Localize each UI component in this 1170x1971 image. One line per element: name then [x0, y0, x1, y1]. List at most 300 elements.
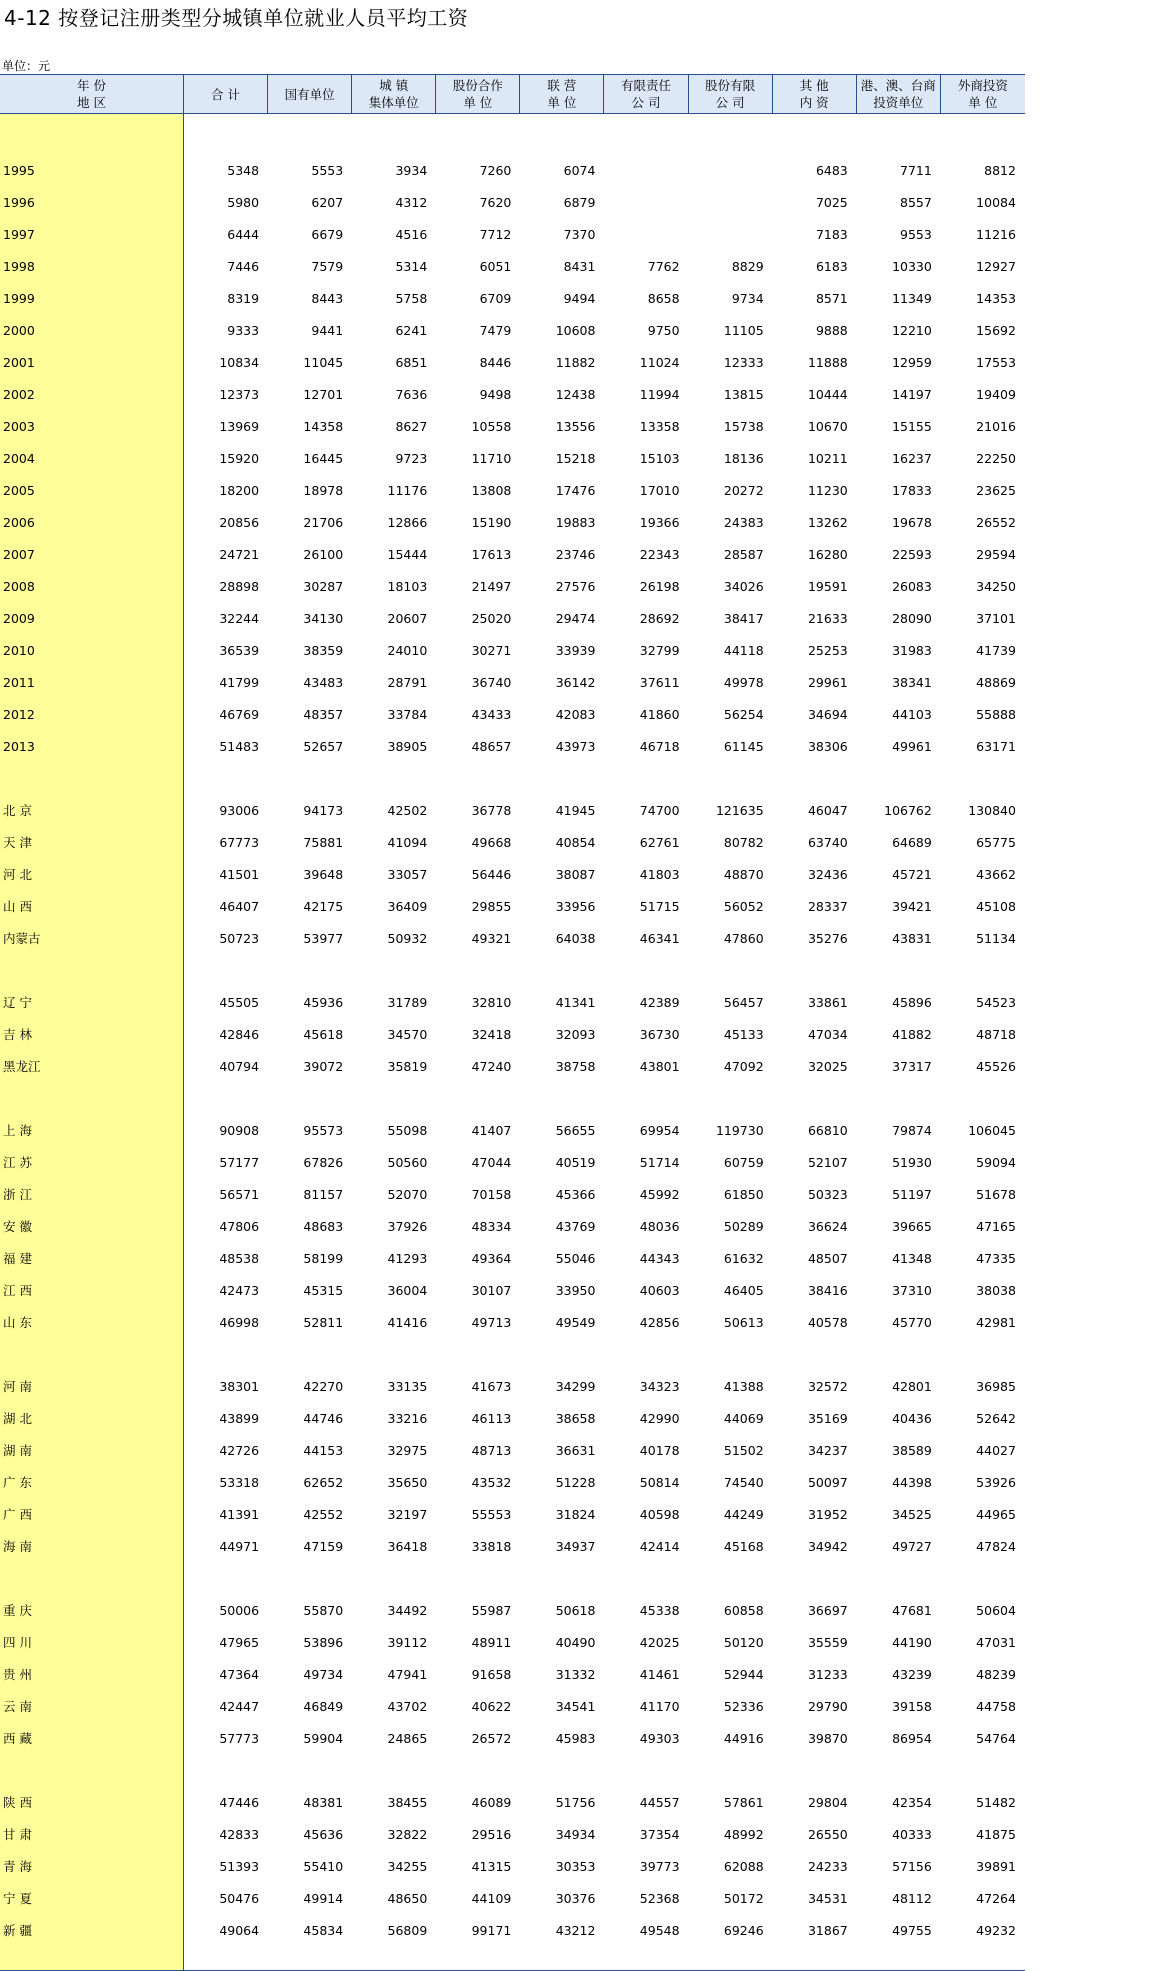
table-cell: 13815: [723, 386, 764, 402]
header-text: 内 资: [799, 95, 829, 110]
table-cell: 49548: [639, 1922, 680, 1938]
table-cell: 130840: [968, 802, 1016, 818]
table-cell: 59904: [303, 1730, 344, 1746]
table-cell: 44153: [303, 1442, 344, 1458]
table-cell: 42502: [387, 802, 428, 818]
table-cell: 19678: [892, 514, 932, 530]
table-cell: 38905: [387, 738, 428, 754]
table-cell: 7183: [815, 226, 848, 242]
table-cell: 9333: [227, 322, 260, 338]
row-label: 内蒙古: [3, 931, 41, 946]
table-cell: 13969: [219, 418, 260, 434]
wage-table: [0, 74, 1025, 1971]
table-cell: 33784: [387, 706, 428, 722]
table-cell: 21633: [807, 610, 848, 626]
table-cell: 29474: [555, 610, 596, 626]
table-row: [0, 480, 1025, 500]
table-cell: 28692: [639, 610, 680, 626]
table-cell: 25253: [807, 642, 848, 658]
table-cell: 21016: [976, 418, 1016, 434]
table-cell: 15103: [639, 450, 680, 466]
table-cell: 9888: [815, 322, 848, 338]
table-cell: 90908: [219, 1122, 260, 1138]
table-cell: 24721: [219, 546, 260, 562]
table-cell: 38301: [219, 1378, 260, 1394]
table-cell: 44758: [976, 1698, 1016, 1714]
table-cell: 11024: [639, 354, 680, 370]
row-label: 1998: [3, 258, 35, 274]
table-row: [0, 1216, 1025, 1236]
table-cell: 8571: [815, 290, 848, 306]
row-label: 2011: [3, 674, 35, 690]
header-text: 联 营: [547, 78, 577, 93]
table-cell: 43831: [892, 930, 932, 946]
table-cell: 37611: [639, 674, 680, 690]
table-cell: 52107: [807, 1154, 848, 1170]
table-cell: 6444: [227, 226, 260, 242]
table-cell: 38417: [723, 610, 764, 626]
table-cell: 75881: [303, 834, 344, 850]
table-cell: 43769: [555, 1218, 596, 1234]
table-cell: 50618: [555, 1602, 596, 1618]
table-cell: 10834: [219, 354, 260, 370]
table-cell: 30353: [555, 1858, 596, 1874]
row-label: 湖 北: [3, 1411, 32, 1426]
table-cell: 34942: [807, 1538, 848, 1554]
table-cell: 41860: [639, 706, 680, 722]
header-text: 股份合作: [452, 78, 503, 93]
row-label: 2003: [3, 418, 35, 434]
table-cell: 8829: [731, 258, 764, 274]
table-cell: 6183: [815, 258, 848, 274]
table-cell: 62652: [303, 1474, 344, 1490]
table-cell: 64689: [892, 834, 932, 850]
table-cell: 16237: [892, 450, 932, 466]
table-cell: 30271: [471, 642, 512, 658]
table-cell: 49734: [303, 1666, 344, 1682]
table-cell: 42083: [555, 706, 596, 722]
table-cell: 39870: [807, 1730, 848, 1746]
table-cell: 40333: [892, 1826, 932, 1842]
table-cell: 67826: [303, 1154, 344, 1170]
table-cell: 30107: [471, 1282, 512, 1298]
table-cell: 45315: [303, 1282, 344, 1298]
row-label: 2007: [3, 546, 35, 562]
table-cell: 32572: [807, 1378, 848, 1394]
table-cell: 41094: [387, 834, 428, 850]
table-cell: 43483: [303, 674, 344, 690]
table-row: [0, 1056, 1025, 1076]
table-cell: 51502: [723, 1442, 764, 1458]
table-cell: 51714: [639, 1154, 680, 1170]
page-title: 4-12 按登记注册类型分城镇单位就业人员平均工资: [4, 6, 469, 30]
table-cell: 38341: [892, 674, 932, 690]
table-cell: 39891: [976, 1858, 1016, 1874]
table-row: [0, 1024, 1025, 1044]
row-label: 安 徽: [3, 1219, 32, 1234]
table-cell: 12333: [723, 354, 764, 370]
table-cell: 45992: [639, 1186, 680, 1202]
table-cell: 45770: [892, 1314, 932, 1330]
row-label: 四 川: [3, 1635, 32, 1650]
table-cell: 35650: [387, 1474, 428, 1490]
table-cell: 17613: [471, 546, 512, 562]
table-cell: 50723: [219, 930, 260, 946]
table-cell: 9750: [647, 322, 680, 338]
row-label: 上 海: [3, 1123, 32, 1138]
table-cell: 45618: [303, 1026, 344, 1042]
header-text: 外商投资: [957, 78, 1008, 93]
table-cell: 29594: [976, 546, 1016, 562]
table-cell: 11710: [471, 450, 512, 466]
table-cell: 45983: [555, 1730, 596, 1746]
table-cell: 47941: [387, 1666, 428, 1682]
table-cell: 37101: [976, 610, 1016, 626]
row-label: 2002: [3, 386, 35, 402]
table-cell: 61145: [723, 738, 764, 754]
table-cell: 52944: [723, 1666, 764, 1682]
table-cell: 43532: [471, 1474, 512, 1490]
table-cell: 51678: [976, 1186, 1016, 1202]
header-text: 单 位: [547, 95, 577, 110]
row-label: 2004: [3, 450, 35, 466]
table-cell: 53926: [976, 1474, 1016, 1490]
row-label: 甘 肃: [3, 1827, 32, 1842]
table-cell: 5980: [227, 194, 260, 210]
table-cell: 8319: [227, 290, 260, 306]
table-cell: 45168: [723, 1538, 764, 1554]
table-cell: 39112: [387, 1634, 428, 1650]
table-row: [0, 800, 1025, 820]
row-label: 青 海: [3, 1859, 32, 1874]
table-cell: 11105: [723, 322, 764, 338]
table-cell: 8431: [563, 258, 596, 274]
table-cell: 50932: [387, 930, 428, 946]
table-cell: 40794: [219, 1058, 260, 1074]
table-cell: 48911: [471, 1634, 512, 1650]
table-cell: 55098: [387, 1122, 428, 1138]
table-cell: 9734: [731, 290, 764, 306]
row-label: 云 南: [3, 1699, 32, 1714]
table-cell: 22343: [639, 546, 680, 562]
table-cell: 24233: [807, 1858, 848, 1874]
table-cell: 43899: [219, 1410, 260, 1426]
table-cell: 32810: [471, 994, 512, 1010]
table-cell: 32975: [387, 1442, 428, 1458]
table-cell: 6879: [563, 194, 596, 210]
table-cell: 6679: [311, 226, 344, 242]
table-cell: 94173: [303, 802, 344, 818]
table-cell: 63171: [976, 738, 1016, 754]
table-cell: 17553: [976, 354, 1016, 370]
table-row: [0, 1600, 1025, 1620]
table-cell: 14358: [303, 418, 344, 434]
table-cell: 43973: [555, 738, 596, 754]
table-cell: 44557: [639, 1794, 680, 1810]
table-cell: 12866: [387, 514, 428, 530]
table-cell: 6207: [311, 194, 344, 210]
table-cell: 44249: [723, 1506, 764, 1522]
table-cell: 45636: [303, 1826, 344, 1842]
table-cell: 7479: [479, 322, 512, 338]
table-cell: 47965: [219, 1634, 260, 1650]
table-cell: 41803: [639, 866, 680, 882]
table-row: [0, 160, 1025, 180]
table-cell: 13808: [471, 482, 512, 498]
table-cell: 15155: [892, 418, 932, 434]
table-cell: 50814: [639, 1474, 680, 1490]
table-cell: 38306: [807, 738, 848, 754]
table-cell: 13556: [555, 418, 596, 434]
table-cell: 21497: [471, 578, 512, 594]
table-cell: 47031: [976, 1634, 1016, 1650]
table-row: [0, 448, 1025, 468]
table-cell: 10444: [807, 386, 848, 402]
table-cell: 36409: [387, 898, 428, 914]
table-cell: 34937: [555, 1538, 596, 1554]
table-cell: 34570: [387, 1026, 428, 1042]
table-cell: 32197: [387, 1506, 428, 1522]
table-cell: 33135: [387, 1378, 428, 1394]
table-cell: 47159: [303, 1538, 344, 1554]
table-cell: 50289: [723, 1218, 764, 1234]
table-cell: 48357: [303, 706, 344, 722]
row-label: 2010: [3, 642, 35, 658]
header-text: 地 区: [77, 95, 106, 110]
table-cell: 80782: [723, 834, 764, 850]
table-cell: 12959: [892, 354, 932, 370]
table-cell: 48870: [723, 866, 764, 882]
table-cell: 45108: [976, 898, 1016, 914]
table-cell: 36697: [807, 1602, 848, 1618]
table-cell: 49961: [892, 738, 932, 754]
table-cell: 40490: [555, 1634, 596, 1650]
table-cell: 47681: [892, 1602, 932, 1618]
table-cell: 38416: [807, 1282, 848, 1298]
table-cell: 21706: [303, 514, 344, 530]
table-cell: 38038: [976, 1282, 1016, 1298]
table-row: [0, 1696, 1025, 1716]
table-cell: 17010: [639, 482, 680, 498]
table-cell: 9494: [563, 290, 596, 306]
header-column-4: [436, 75, 520, 113]
header-column-3: [352, 75, 436, 113]
table-cell: 34541: [555, 1698, 596, 1714]
table-row: [0, 1248, 1025, 1268]
table-cell: 42990: [639, 1410, 680, 1426]
table-cell: 19883: [555, 514, 596, 530]
table-cell: 48334: [471, 1218, 512, 1234]
table-cell: 51134: [976, 930, 1016, 946]
table-cell: 56655: [555, 1122, 596, 1138]
header-text: 股份有限: [705, 78, 756, 93]
table-cell: 14197: [892, 386, 932, 402]
table-cell: 26100: [303, 546, 344, 562]
table-cell: 15920: [219, 450, 260, 466]
row-label: 1995: [3, 162, 35, 178]
table-cell: 52657: [303, 738, 344, 754]
row-label: 2006: [3, 514, 35, 530]
table-cell: 50560: [387, 1154, 428, 1170]
table-cell: 30376: [555, 1890, 596, 1906]
table-cell: 48036: [639, 1218, 680, 1234]
table-cell: 34255: [387, 1858, 428, 1874]
table-cell: 10670: [807, 418, 848, 434]
table-cell: 38359: [303, 642, 344, 658]
table-cell: 32418: [471, 1026, 512, 1042]
table-cell: 38087: [555, 866, 596, 882]
table-cell: 55046: [555, 1250, 596, 1266]
table-cell: 12927: [976, 258, 1016, 274]
table-cell: 37354: [639, 1826, 680, 1842]
table-cell: 11994: [639, 386, 680, 402]
table-cell: 4516: [395, 226, 428, 242]
table-cell: 5553: [311, 162, 344, 178]
table-cell: 11349: [892, 290, 932, 306]
header-column-6: [604, 75, 688, 113]
row-label: 2009: [3, 610, 35, 626]
table-row: [0, 1280, 1025, 1300]
table-cell: 48650: [387, 1890, 428, 1906]
header-text: 公 司: [715, 95, 745, 110]
row-label: 江 西: [3, 1283, 32, 1298]
table-row: [0, 352, 1025, 372]
table-cell: 44190: [892, 1634, 932, 1650]
header-text: 集体单位: [368, 95, 419, 110]
table-row: [0, 1120, 1025, 1140]
row-label: 2005: [3, 482, 35, 498]
table-cell: 16280: [807, 546, 848, 562]
table-cell: 69246: [723, 1922, 764, 1938]
table-cell: 53977: [303, 930, 344, 946]
table-cell: 8658: [647, 290, 680, 306]
table-row: [0, 288, 1025, 308]
table-cell: 18200: [219, 482, 260, 498]
table-cell: 46998: [219, 1314, 260, 1330]
table-cell: 57861: [723, 1794, 764, 1810]
table-cell: 8446: [479, 354, 512, 370]
table-cell: 47446: [219, 1794, 260, 1810]
table-cell: 47364: [219, 1666, 260, 1682]
unit-label: 单位：元: [2, 59, 51, 73]
header-column-1: [184, 75, 268, 113]
table-cell: 18978: [303, 482, 344, 498]
table-cell: 52811: [303, 1314, 344, 1330]
table-cell: 34694: [807, 706, 848, 722]
table-cell: 42270: [303, 1378, 344, 1394]
table-cell: 41673: [471, 1378, 512, 1394]
table-cell: 81157: [303, 1186, 344, 1202]
table-cell: 4312: [395, 194, 428, 210]
table-cell: 50613: [723, 1314, 764, 1330]
table-cell: 10211: [807, 450, 848, 466]
row-label: 西 藏: [3, 1731, 32, 1746]
table-cell: 93006: [219, 802, 260, 818]
table-cell: 74700: [639, 802, 680, 818]
table-cell: 31789: [387, 994, 428, 1010]
header-text: 城 镇: [379, 78, 409, 93]
header-column-10: [941, 75, 1025, 113]
table-cell: 7260: [479, 162, 512, 178]
table-cell: 52368: [639, 1890, 680, 1906]
table-row: [0, 864, 1025, 884]
table-cell: 26552: [976, 514, 1016, 530]
table-cell: 56809: [387, 1922, 428, 1938]
table-cell: 38758: [555, 1058, 596, 1074]
table-cell: 46407: [219, 898, 260, 914]
table-cell: 28791: [387, 674, 428, 690]
table-cell: 42175: [303, 898, 344, 914]
table-cell: 8812: [984, 162, 1016, 178]
table-cell: 48112: [892, 1890, 932, 1906]
table-cell: 42801: [892, 1378, 932, 1394]
table-cell: 39072: [303, 1058, 344, 1074]
table-cell: 47335: [976, 1250, 1016, 1266]
table-cell: 51228: [555, 1474, 596, 1490]
table-cell: 61632: [723, 1250, 764, 1266]
table-cell: 8443: [311, 290, 344, 306]
table-cell: 36985: [976, 1378, 1016, 1394]
table-cell: 95573: [303, 1122, 344, 1138]
table-row: [0, 512, 1025, 532]
table-cell: 66810: [807, 1122, 848, 1138]
table-cell: 7025: [815, 194, 848, 210]
table-cell: 41407: [471, 1122, 512, 1138]
header-text: 其 他: [799, 78, 829, 93]
table-cell: 11888: [807, 354, 848, 370]
table-cell: 5348: [227, 162, 260, 178]
table-row: [0, 320, 1025, 340]
table-cell: 20856: [219, 514, 260, 530]
table-cell: 7636: [395, 386, 428, 402]
table-cell: 49549: [555, 1314, 596, 1330]
table-cell: 8557: [900, 194, 932, 210]
table-cell: 45721: [892, 866, 932, 882]
table-cell: 36539: [219, 642, 260, 658]
table-cell: 6709: [479, 290, 512, 306]
table-cell: 29855: [471, 898, 512, 914]
table-cell: 49303: [639, 1730, 680, 1746]
table-cell: 74540: [723, 1474, 764, 1490]
table-row: [0, 704, 1025, 724]
table-cell: 69954: [639, 1122, 680, 1138]
table-cell: 37317: [892, 1058, 932, 1074]
table-cell: 49232: [976, 1922, 1016, 1938]
table-cell: 20607: [387, 610, 428, 626]
row-label: 福 建: [3, 1251, 32, 1266]
table-cell: 54764: [976, 1730, 1016, 1746]
table-cell: 42473: [219, 1282, 260, 1298]
table-cell: 10608: [555, 322, 596, 338]
table-cell: 47860: [723, 930, 764, 946]
table-cell: 53896: [303, 1634, 344, 1650]
table-row: [0, 1312, 1025, 1332]
table-row: [0, 1632, 1025, 1652]
table-cell: 41416: [387, 1314, 428, 1330]
table-cell: 33216: [387, 1410, 428, 1426]
header-column-5: [520, 75, 604, 113]
table-cell: 6051: [479, 258, 512, 274]
table-cell: 19366: [639, 514, 680, 530]
table-cell: 40178: [639, 1442, 680, 1458]
table-row: [0, 416, 1025, 436]
table-row: [0, 1824, 1025, 1844]
table-cell: 50097: [807, 1474, 848, 1490]
table-cell: 42447: [219, 1698, 260, 1714]
table-row: [0, 384, 1025, 404]
table-row: [0, 1504, 1025, 1524]
table-cell: 46849: [303, 1698, 344, 1714]
